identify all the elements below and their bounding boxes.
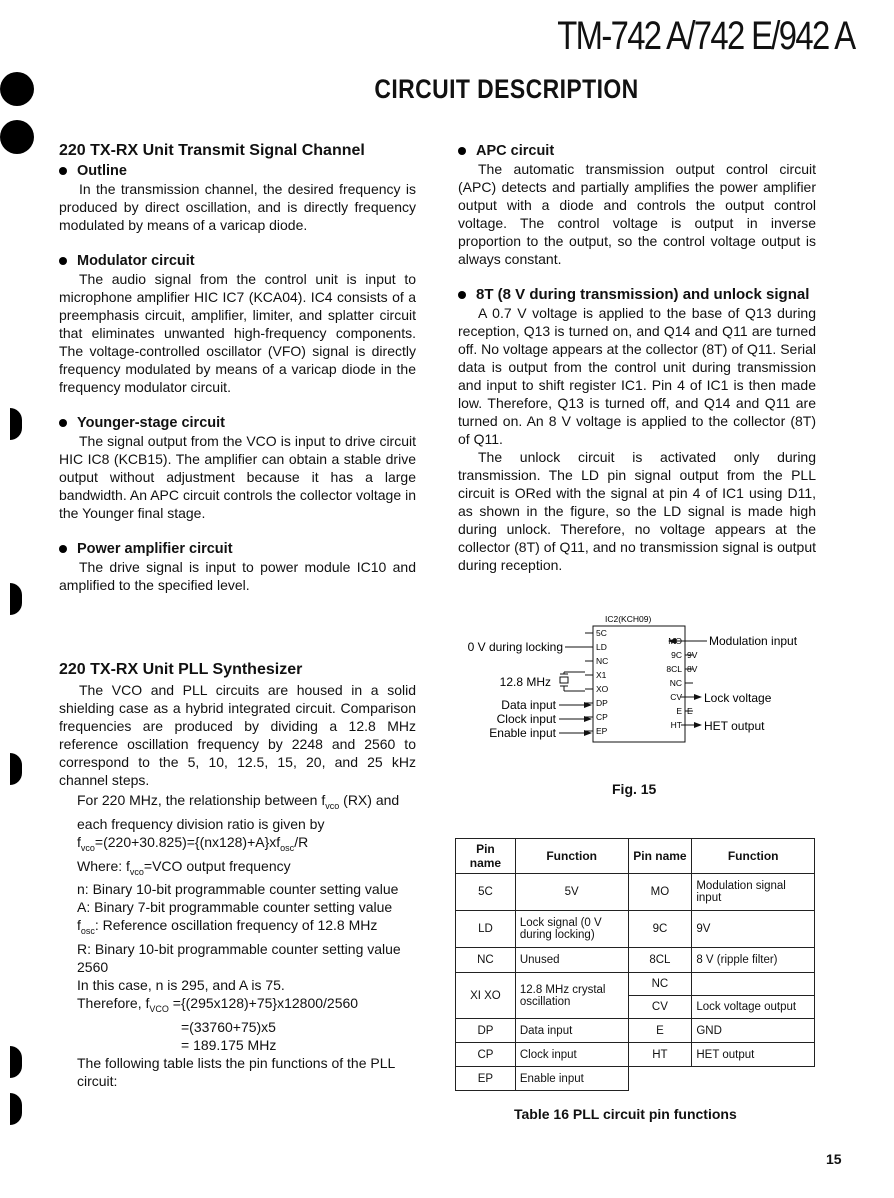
table-row bbox=[456, 911, 815, 948]
pin-label: XO bbox=[596, 684, 609, 694]
table-cell: MO bbox=[628, 874, 692, 911]
pin-function-table bbox=[455, 838, 815, 1091]
outline-heading: Outline bbox=[77, 163, 127, 179]
table-cell: Clock input bbox=[515, 1043, 628, 1067]
table-cell: 5C bbox=[456, 874, 516, 911]
outline-section bbox=[59, 162, 416, 234]
punch-hole-half bbox=[10, 583, 22, 615]
header-cell: Function bbox=[692, 839, 815, 874]
net-9v: 9V bbox=[687, 650, 698, 660]
dp-label: Data input bbox=[501, 698, 556, 712]
mo-label: Modulation input bbox=[709, 634, 798, 648]
modulator-heading: Modulator circuit bbox=[77, 253, 195, 269]
pll-ic-diagram bbox=[455, 612, 855, 782]
table-cell bbox=[628, 1067, 692, 1091]
header-cell: Pin name bbox=[456, 839, 516, 874]
bullet-icon bbox=[59, 419, 67, 427]
table-cell: Data input bbox=[515, 1019, 628, 1043]
pin-label: DP bbox=[596, 698, 608, 708]
tx-heading: 220 TX-RX Unit Transmit Signal Channel bbox=[59, 142, 365, 159]
pin-label: EP bbox=[596, 726, 608, 736]
table-caption: Table 16 PLL circuit pin functions bbox=[514, 1106, 737, 1122]
power-text: The drive signal is input to power module IC10 and amplified to the specified level. bbox=[59, 559, 416, 593]
pin-label: MO bbox=[668, 636, 682, 646]
net-8v: 8V bbox=[687, 664, 698, 674]
page-number: 15 bbox=[826, 1151, 842, 1167]
bullet-icon bbox=[458, 291, 466, 299]
table-row bbox=[456, 948, 815, 973]
pll-section bbox=[59, 661, 416, 1090]
table-cell: 8 V (ripple filter) bbox=[692, 948, 815, 973]
model-number: TM-742 A/742 E/942 A bbox=[556, 14, 854, 58]
pll-text: The VCO and PLL circuits are housed in a solid shielding case as a hybrid integrated circuit. Comparison frequencies are produced by dividing a 12.8 MHz reference oscillation frequency by 2248 and 2560 to correspond to the 5, 10, 12.5, 15, 20, and 25 kHz channel steps. bbox=[59, 682, 416, 788]
punch-hole bbox=[0, 120, 34, 154]
table-cell: HT bbox=[628, 1043, 692, 1067]
ht-label: HET output bbox=[704, 719, 765, 733]
punch-hole-half bbox=[10, 753, 22, 785]
table-row bbox=[456, 1043, 815, 1067]
power-section bbox=[59, 540, 416, 594]
ld-label: 0 V during locking bbox=[467, 640, 563, 654]
right-column bbox=[458, 142, 816, 574]
pin-label: 8CL bbox=[666, 664, 682, 674]
bullet-icon bbox=[59, 257, 67, 265]
frequency-formula: For 220 MHz, the relationship between $f_{vco}$ (RX) and each frequency division ratio is given by $f_{vco}=(220+30.825)=\{(nx128)+A\}xf_{osc}/R$ Where: $f_{vco}=VCO$ output frequency n: Binary 10-bit programmable counter setting value A: Binary 7-bit programmable counter setting value $f_{osc}$: Reference oscillation frequency of 12.8 MHz R: Binary 10-bit programmable counter setting value 2560 In this case, n is 295, and A is 75. Therefore, $f_{VCO} =\{(295x128)+75\}x12800/2560$ =(33760+75)x5 = 189.175 MHz The following table lists the pin functions of the PLL circuit: bbox=[77, 792, 401, 1089]
apc-heading: APC circuit bbox=[476, 143, 555, 159]
table-cell: CP bbox=[456, 1043, 516, 1067]
bullet-icon bbox=[59, 545, 67, 553]
table-cell: Lock signal (0 V during locking) bbox=[515, 911, 628, 948]
table-header-row bbox=[456, 839, 815, 874]
cv-label: Lock voltage bbox=[704, 691, 772, 705]
table-cell: 12.8 MHz crystal oscillation bbox=[515, 973, 628, 1019]
left-column bbox=[59, 142, 416, 612]
table-row bbox=[456, 973, 815, 996]
table-cell: 9V bbox=[692, 911, 815, 948]
table-cell: NC bbox=[628, 973, 692, 996]
table-cell: EP bbox=[456, 1067, 516, 1091]
table-row bbox=[456, 1067, 815, 1091]
younger-heading: Younger-stage circuit bbox=[77, 415, 225, 431]
pin-label: 5C bbox=[596, 628, 607, 638]
pin-label: X1 bbox=[596, 670, 607, 680]
pin-label: HT bbox=[670, 720, 682, 730]
net-e: E bbox=[687, 706, 693, 716]
figure-caption: Fig. 15 bbox=[612, 781, 657, 797]
bullet-icon bbox=[458, 147, 466, 155]
pin-label: 9C bbox=[671, 650, 682, 660]
power-heading: Power amplifier circuit bbox=[77, 541, 233, 557]
younger-section bbox=[59, 414, 416, 522]
punch-hole-half bbox=[10, 1046, 22, 1078]
xtal-label: 12.8 MHz bbox=[499, 675, 551, 689]
pin-label: E bbox=[676, 706, 682, 716]
pll-heading: 220 TX-RX Unit PLL Synthesizer bbox=[59, 661, 303, 678]
eightt-heading: 8T (8 V during transmission) and unlock signal bbox=[476, 286, 810, 303]
table-cell: GND bbox=[692, 1019, 815, 1043]
crystal-icon bbox=[560, 672, 585, 691]
punch-hole-half bbox=[10, 408, 22, 440]
table-cell: Lock voltage output bbox=[692, 996, 815, 1019]
ic-label: IC2(KCH09) bbox=[605, 614, 652, 624]
modulator-text: The audio signal from the control unit is input to microphone amplifier HIC IC7 (KCA04). IC4 consists of a preemphasis circuit, amplifier, limiter, and splatter circuit that eliminates unwanted high-frequency components. The voltage-controlled oscillator (VFO) signal is directly frequency modulated by means of a varicap diode in the frequency modulator circuit. bbox=[59, 271, 416, 395]
table-cell bbox=[692, 1067, 815, 1091]
bullet-icon bbox=[59, 167, 67, 175]
table-cell: 8CL bbox=[628, 948, 692, 973]
table-cell: 5V bbox=[515, 874, 628, 911]
eightt-text-1: A 0.7 V voltage is applied to the base of Q13 during reception, Q13 is turned on, and Q14 and Q11 are turned off. No voltage appears at the collector (8T) of Q11. Serial data is output from the control unit during transmission and input to shift register IC1. Pin 4 of IC1 is then made low. Therefore, Q13 is turned off, and Q14 and Q11 are turned on. An 8 V voltage is applied to the collector (8T) of Q11. bbox=[458, 305, 816, 447]
table-cell: LD bbox=[456, 911, 516, 948]
ep-label: Enable input bbox=[489, 726, 556, 740]
header-cell: Function bbox=[515, 839, 628, 874]
eightt-text-2: The unlock circuit is activated only during transmission. The LD pin signal output from the PLL circuit is ORed with the signal at pin 4 of IC1 using D11, as shown in the figure, so the LD signal is made high during unlock. Therefore, no voltage appears at the collector (8T) of Q11, and no transmission signal is output during reception. bbox=[458, 449, 816, 573]
table-cell: XI XO bbox=[456, 973, 516, 1019]
left-pin-group bbox=[585, 628, 609, 736]
eightt-section bbox=[458, 286, 816, 574]
table-cell: CV bbox=[628, 996, 692, 1019]
cp-label: Clock input bbox=[496, 712, 556, 726]
table-cell bbox=[692, 973, 815, 996]
table-cell: 9C bbox=[628, 911, 692, 948]
punch-hole-half bbox=[10, 1093, 22, 1125]
younger-text: The signal output from the VCO is input to drive circuit HIC IC8 (KCB15). The amplifier can obtain a stable drive output without adjustment because it has a large bandwidth. An APC circuit controls the collector voltage in the Younger final stage. bbox=[59, 433, 416, 521]
header-cell: Pin name bbox=[628, 839, 692, 874]
apc-text: The automatic transmission output control circuit (APC) detects and partially amplifies the power amplifier output with a diode and controls the output control voltage. The control voltage is output in inverse proportion to the output, so the control voltage output is always constant. bbox=[458, 161, 816, 267]
page-title: CIRCUIT DESCRIPTION bbox=[374, 74, 640, 104]
table-cell: NC bbox=[456, 948, 516, 973]
table-row bbox=[456, 1019, 815, 1043]
table-cell: DP bbox=[456, 1019, 516, 1043]
table-cell: Modulation signal input bbox=[692, 874, 815, 911]
table-cell: Enable input bbox=[515, 1067, 628, 1091]
table-row bbox=[456, 874, 815, 911]
pin-label: CP bbox=[596, 712, 608, 722]
modulator-section bbox=[59, 252, 416, 396]
apc-section bbox=[458, 142, 816, 268]
table-cell: Unused bbox=[515, 948, 628, 973]
table-cell: HET output bbox=[692, 1043, 815, 1067]
table-cell: E bbox=[628, 1019, 692, 1043]
pin-label: NC bbox=[596, 656, 609, 666]
pin-label: LD bbox=[596, 642, 607, 652]
pin-label: NC bbox=[669, 678, 682, 688]
outline-text: In the transmission channel, the desired frequency is produced by direct oscillation, and is directly frequency modulated by means of a varicap diode. bbox=[59, 181, 416, 233]
pin-label: CV bbox=[670, 692, 682, 702]
